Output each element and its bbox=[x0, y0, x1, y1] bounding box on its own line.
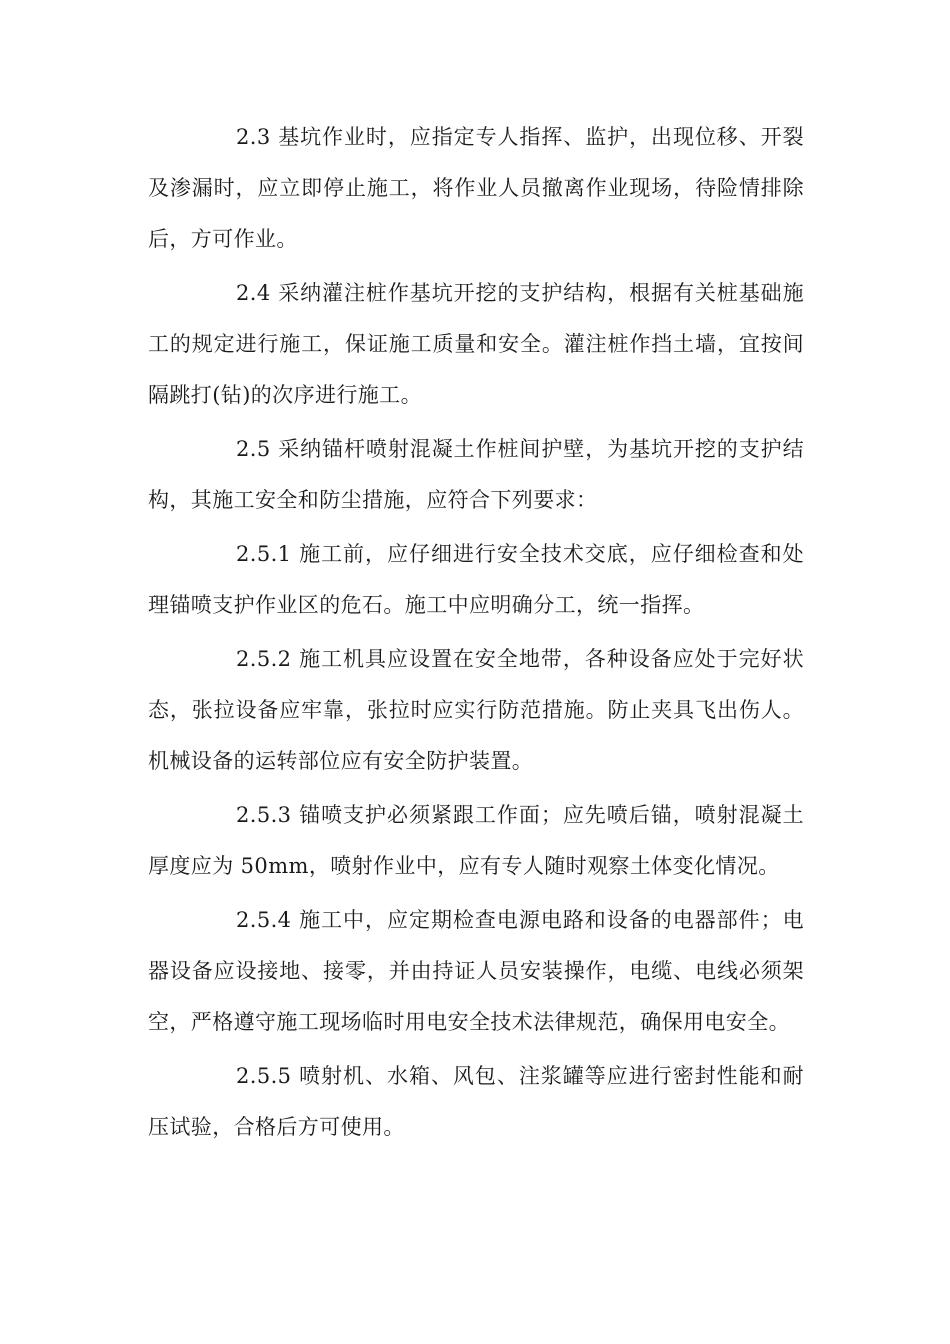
paragraph-2-5-2: 2.5.2 施工机具应设置在安全地带，各种设备应处于完好状态，张拉设备应牢靠，张拉时应实行防范措施。防止夹具飞出伤人。机械设备的运转部位应有安全防护装置。 bbox=[148, 647, 804, 773]
paragraph-2-5-5: 2.5.5 喷射机、水箱、风包、注浆罐等应进行密封性能和耐压试验，合格后方可使用。 bbox=[148, 1064, 804, 1139]
paragraph-2-5: 2.5 采纳锚杆喷射混凝土作桩间护壁，为基坑开挖的支护结构，其施工安全和防尘措施，应符合下列要求： bbox=[148, 437, 804, 512]
paragraph-2-3: 2.3 基坑作业时，应指定专人指挥、监护，出现位移、开裂及渗漏时，应立即停止施工，将作业人员撤离作业现场，待险情排除后，方可作业。 bbox=[148, 125, 804, 251]
paragraph-2-4: 2.4 采纳灌注桩作基坑开挖的支护结构，根据有关桩基础施工的规定进行施工，保证施工质量和安全。灌注桩作挡土墙，宜按间隔跳打(钻)的次序进行施工。 bbox=[148, 281, 804, 407]
paragraph-2-5-1: 2.5.1 施工前，应仔细进行安全技术交底，应仔细检查和处理锚喷支护作业区的危石。施工中应明确分工，统一指挥。 bbox=[148, 542, 804, 617]
document-body bbox=[148, 112, 804, 1156]
paragraph-2-5-4: 2.5.4 施工中，应定期检查电源电路和设备的电器部件；电器设备应设接地、接零，并由持证人员安装操作，电缆、电线必须架空，严格遵守施工现场临时用电安全技术法律规范，确保用电安全。 bbox=[148, 908, 804, 1034]
paragraph-2-5-3: 2.5.3 锚喷支护必须紧跟工作面；应先喷后锚，喷射混凝土厚度应为 50mm，喷射作业中，应有专人随时观察土体变化情况。 bbox=[148, 803, 804, 878]
